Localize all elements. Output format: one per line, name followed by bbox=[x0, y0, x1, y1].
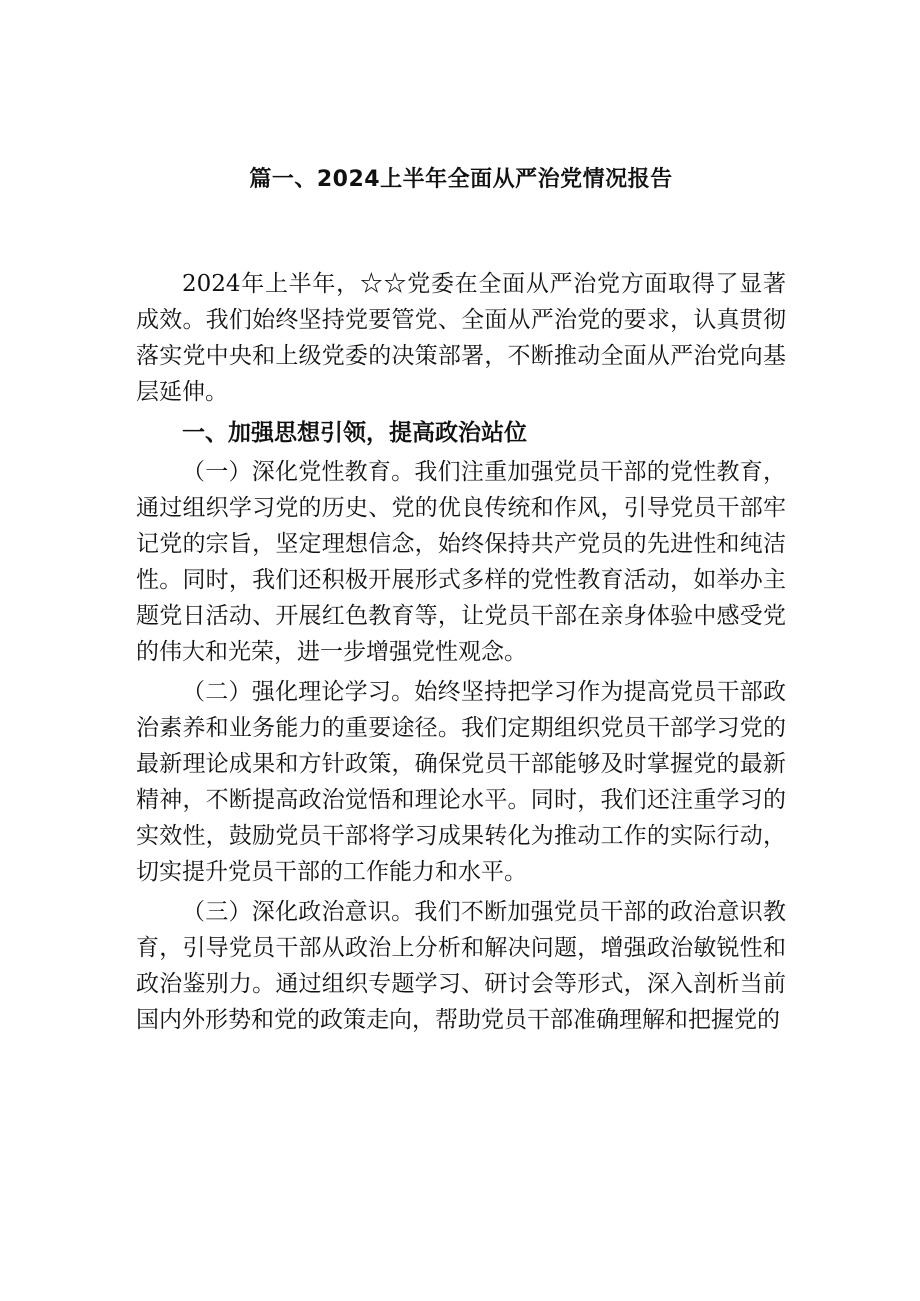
document-title: 篇一、2024上半年全面从严治党情况报告 bbox=[249, 167, 673, 192]
paragraph-political-awareness: （三）深化政治意识。我们不断加强党员干部的政治意识教育，引导党员干部从政治上分析和解决问题，增强政治敏锐性和政治鉴别力。通过组织专题学习、研讨会等形式，深入剖析当前国内外形势和党的政策走向，帮助党员干部准确理解和把握党的 bbox=[136, 899, 786, 1033]
paragraph-party-education: （一）深化党性教育。我们注重加强党员干部的党性教育，通过组织学习党的历史、党的优良传统和作风，引导党员干部牢记党的宗旨，坚定理想信念，始终保持共产党员的先进性和纯洁性。同时，我们还积极开展形式多样的党性教育活动，如举办主题党日活动、开展红色教育等，让党员干部在亲身体验中感受党的伟大和光荣，进一步增强党性观念。 bbox=[136, 459, 786, 665]
document-body bbox=[136, 266, 786, 1038]
paragraph-theory-study: （二）强化理论学习。始终坚持把学习作为提高党员干部政治素养和业务能力的重要途径。我们定期组织党员干部学习党的最新理论成果和方针政策，确保党员干部能够及时掌握党的最新精神，不断提高政治觉悟和理论水平。同时，我们还注重学习的实效性，鼓励党员干部将学习成果转化为推动工作的实际行动，切实提升党员干部的工作能力和水平。 bbox=[136, 679, 786, 885]
intro-paragraph: 2024年上半年，☆☆党委在全面从严治党方面取得了显著成效。我们始终坚持党要管党、全面从严治党的要求，认真贯彻落实党中央和上级党委的决策部署，不断推动全面从严治党向基层延伸。 bbox=[136, 271, 786, 405]
section-heading: 一、加强思想引领，提高政治站位 bbox=[182, 420, 527, 446]
